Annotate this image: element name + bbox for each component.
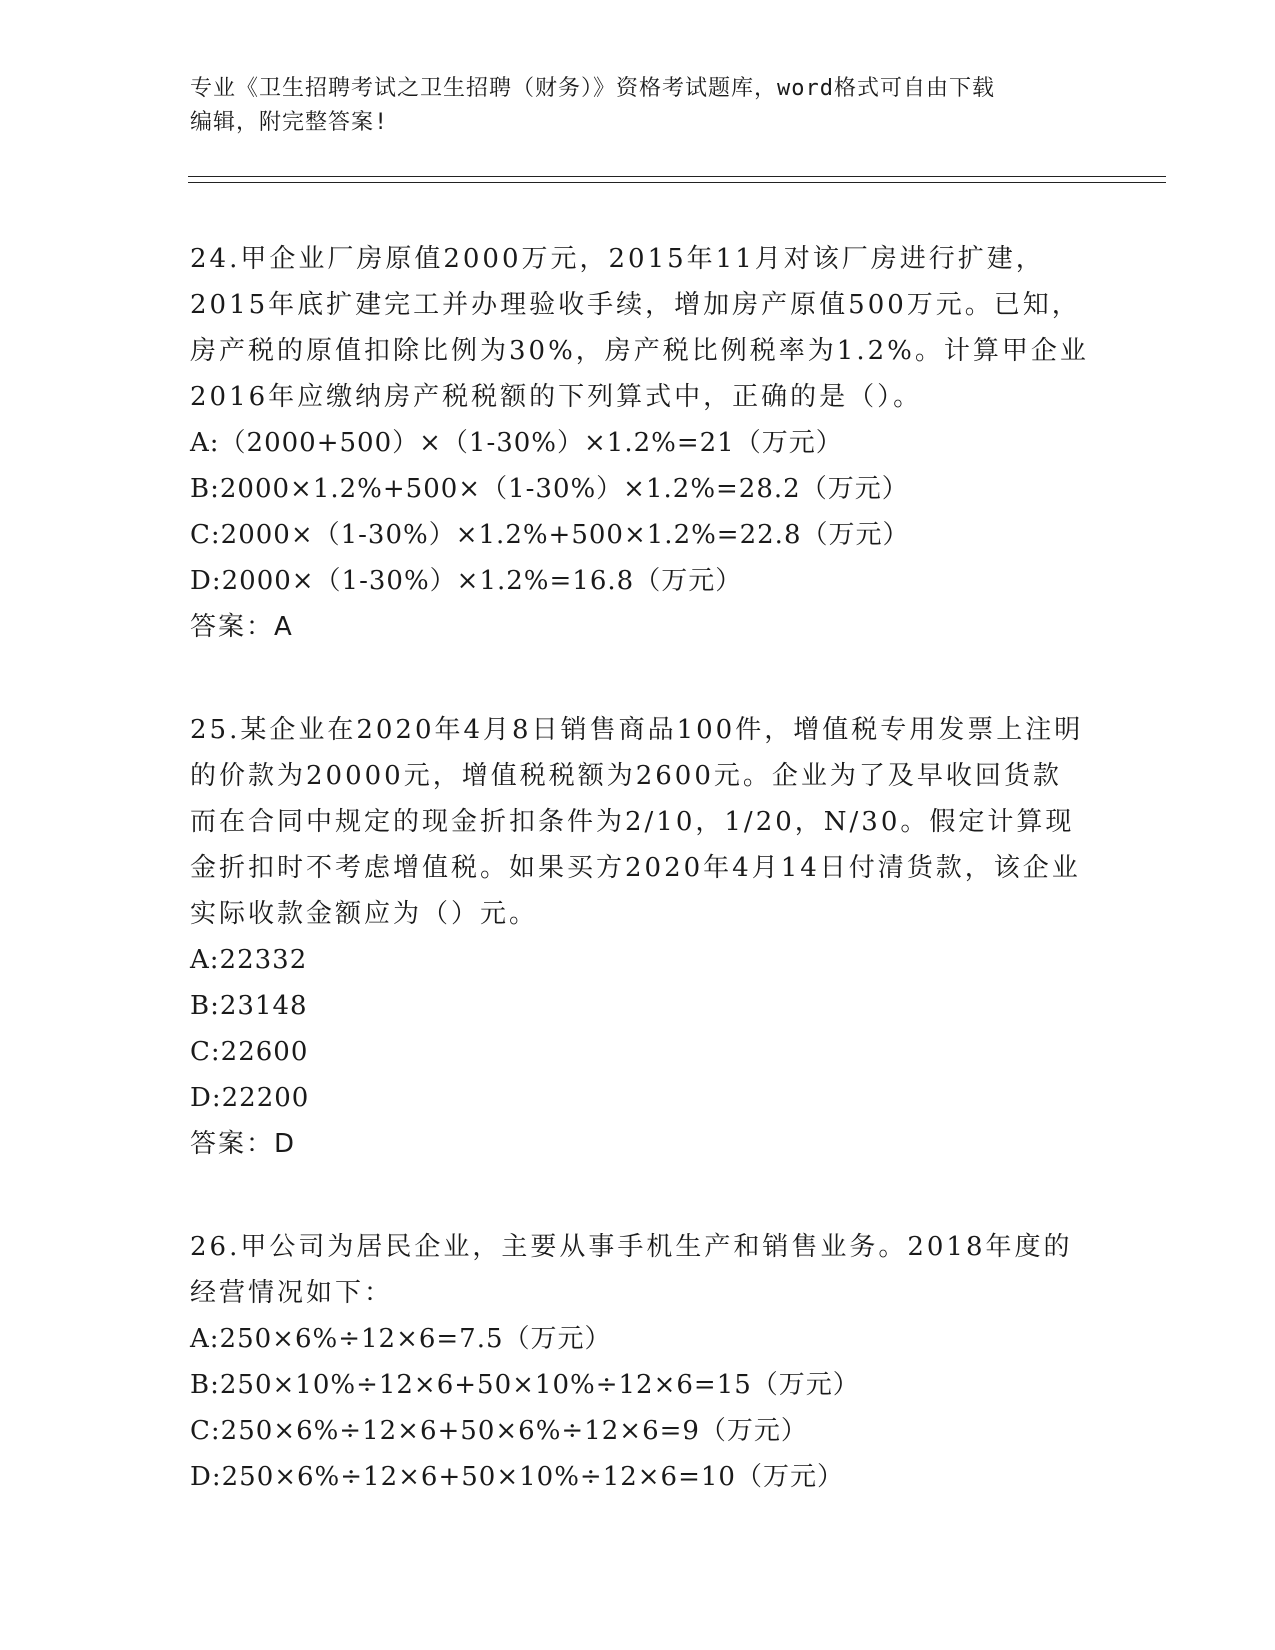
- question-list: [190, 236, 1090, 1557]
- option-c: C:22600: [190, 1037, 309, 1067]
- question-stem: 26.甲公司为居民企业，主要从事手机生产和销售业务。2018年度的经营情况如下：: [190, 1232, 1073, 1308]
- header-divider-top: [188, 176, 1166, 177]
- option-c: C:250×6%÷12×6+50×6%÷12×6=9（万元）: [190, 1416, 808, 1446]
- header-divider-bottom: [188, 182, 1166, 183]
- option-a: A:（2000+500）×（1-30%）×1.2%=21（万元）: [190, 428, 843, 458]
- question-stem: 24.甲企业厂房原值2000万元，2015年11月对该厂房进行扩建，2015年底扩建完工并办理验收手续，增加房产原值500万元。已知，房产税的原值扣除比例为30%，房产税比例税率为1.2%。计算甲企业2016年应缴纳房产税税额的下列算式中，正确的是（）。: [190, 244, 1089, 412]
- question-24: [190, 236, 1090, 650]
- option-a: A:22332: [190, 945, 308, 975]
- question-26: [190, 1224, 1090, 1500]
- option-b: B:250×10%÷12×6+50×10%÷12×6=15（万元）: [190, 1370, 860, 1400]
- option-b: B:2000×1.2%+500×（1-30%）×1.2%=28.2（万元）: [190, 474, 909, 504]
- option-c: C:2000×（1-30%）×1.2%+500×1.2%=22.8（万元）: [190, 520, 910, 550]
- header-line-1: 专业《卫生招聘考试之卫生招聘（财务）》资格考试题库，word格式可自由下载: [190, 76, 995, 101]
- option-d: D:2000×（1-30%）×1.2%=16.8（万元）: [190, 566, 743, 596]
- option-b: B:23148: [190, 991, 308, 1021]
- option-d: D:22200: [190, 1083, 310, 1113]
- answer-line: 答案：A: [190, 612, 294, 642]
- option-a: A:250×6%÷12×6=7.5（万元）: [190, 1324, 612, 1354]
- header-line-2: 编辑，附完整答案!: [190, 110, 389, 135]
- option-d: D:250×6%÷12×6+50×10%÷12×6=10（万元）: [190, 1462, 844, 1492]
- question-stem: 25.某企业在2020年4月8日销售商品100件，增值税专用发票上注明的价款为20000元，增值税税额为2600元。企业为了及早收回货款而在合同中规定的现金折扣条件为2/10，1/20，N/30。假定计算现金折扣时不考虑增值税。如果买方2020年4月14日付清货款，该企业实际收款金额应为（）元。: [190, 715, 1084, 929]
- document-header: [190, 72, 1090, 140]
- answer-line: 答案：D: [190, 1129, 297, 1159]
- question-25: [190, 707, 1090, 1167]
